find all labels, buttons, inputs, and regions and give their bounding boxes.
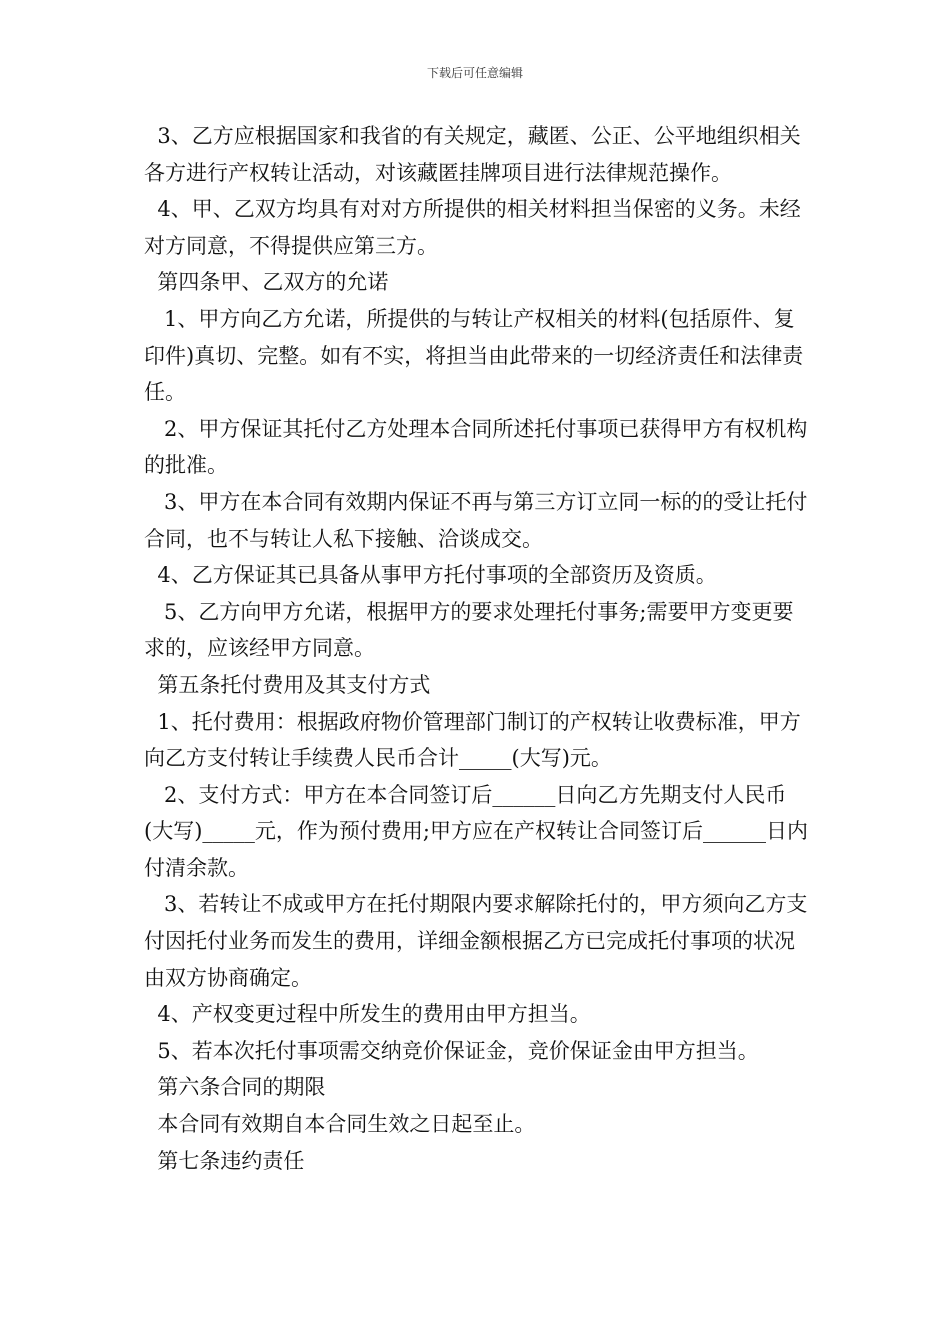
paragraph: 4、乙方保证其已具备从事甲方托付事项的全部资历及资质。 (144, 563, 717, 588)
paragraph: 3、甲方在本合同有效期内保证不再与第三方订立同一标的的受让托付合同，也不与转让人私下接触、洽谈成交。 (144, 489, 808, 551)
paragraph: 2、支付方式：甲方在本合同签订后______日向乙方先期支付人民币(大写)_____元，作为预付费用;甲方应在产权转让合同签订后______日内付清余款。 (144, 782, 808, 880)
paragraph: 3、若转让不成或甲方在托付期限内要求解除托付的，甲方须向乙方支付因托付业务而发生的费用，详细金额根据乙方已完成托付事项的状况由双方协商确定。 (144, 892, 808, 990)
paragraph: 5、乙方向甲方允诺，根据甲方的要求处理托付事务;需要甲方变更要求的，应该经甲方同意。 (144, 599, 794, 661)
paragraph: 1、托付费用：根据政府物价管理部门制订的产权转让收费标准，甲方向乙方支付转让手续费人民币合计_____(大写)元。 (144, 709, 801, 771)
document-body (144, 118, 809, 1179)
paragraph: 本合同有效期自本合同生效之日起至止。 (144, 1112, 536, 1137)
section-heading: 第五条托付费用及其支付方式 (144, 672, 431, 697)
section-heading: 第四条甲、乙双方的允诺 (144, 270, 389, 295)
paragraph: 1、甲方向乙方允诺，所提供的与转让产权相关的材料(包括原件、复印件)真切、完整。如有不实，将担当由此带来的一切经济责任和法律责任。 (144, 306, 804, 405)
paragraph: 4、产权变更过程中所发生的费用由甲方担当。 (144, 1002, 591, 1027)
paragraph: 4、甲、乙双方均具有对对方所提供的相关材料担当保密的义务。未经对方同意，不得提供应第三方。 (144, 197, 801, 258)
paragraph: 5、若本次托付事项需交纳竞价保证金，竞价保证金由甲方担当。 (144, 1038, 759, 1063)
paragraph: 3、乙方应根据国家和我省的有关规定，藏匿、公正、公平地组织相关各方进行产权转让活动，对该藏匿挂牌项目进行法律规范操作。 (144, 124, 801, 185)
page-header-note: 下载后可任意编辑 (426, 66, 523, 80)
section-heading: 第六条合同的期限 (144, 1075, 326, 1100)
section-heading: 第七条违约责任 (144, 1148, 305, 1173)
paragraph: 2、甲方保证其托付乙方处理本合同所述托付事项已获得甲方有权机构的批准。 (144, 416, 808, 478)
